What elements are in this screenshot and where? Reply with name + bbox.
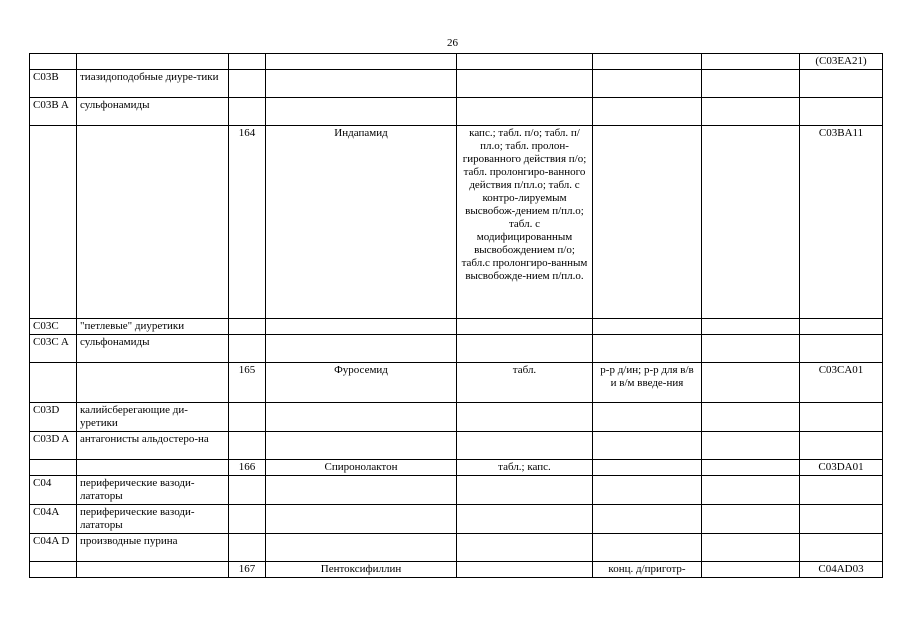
dosage-form-cell xyxy=(457,403,593,432)
code-cell: C03B xyxy=(30,70,77,98)
number-cell: 165 xyxy=(229,363,266,403)
page-number: 26 xyxy=(447,37,458,49)
number-cell xyxy=(229,476,266,505)
dosage-form-cell: табл. xyxy=(457,363,593,403)
atc-code-cell xyxy=(800,505,883,534)
dosage-form-cell-2 xyxy=(593,54,702,70)
atc-code-cell xyxy=(800,476,883,505)
dosage-form-cell-2 xyxy=(593,126,702,319)
dosage-form-cell-2 xyxy=(593,476,702,505)
group-cell: "петлевые" диуретики xyxy=(77,319,229,335)
table-row xyxy=(30,432,883,460)
group-cell xyxy=(77,460,229,476)
dosage-form-cell xyxy=(457,505,593,534)
table-row xyxy=(30,403,883,432)
atc-code-cell xyxy=(800,98,883,126)
extra-cell xyxy=(702,403,800,432)
dosage-form-cell xyxy=(457,476,593,505)
number-cell xyxy=(229,54,266,70)
code-cell: C03C xyxy=(30,319,77,335)
number-cell: 167 xyxy=(229,562,266,578)
number-cell xyxy=(229,534,266,562)
code-cell: C04 xyxy=(30,476,77,505)
dosage-form-cell-2 xyxy=(593,460,702,476)
drug-name-cell: Спиронолактон xyxy=(266,460,457,476)
dosage-form-cell xyxy=(457,319,593,335)
extra-cell xyxy=(702,432,800,460)
code-cell xyxy=(30,126,77,319)
dosage-form-cell xyxy=(457,98,593,126)
dosage-form-cell-2 xyxy=(593,70,702,98)
atc-code-cell: (C03EA21) xyxy=(800,54,883,70)
number-cell xyxy=(229,70,266,98)
group-cell: сульфонамиды xyxy=(77,98,229,126)
atc-code-cell xyxy=(800,403,883,432)
group-cell: периферические вазоди-лататоры xyxy=(77,476,229,505)
drug-name-cell: Фуросемид xyxy=(266,363,457,403)
drug-name-cell xyxy=(266,335,457,363)
dosage-form-cell-2 xyxy=(593,98,702,126)
table-row xyxy=(30,476,883,505)
number-cell xyxy=(229,319,266,335)
drug-name-cell xyxy=(266,98,457,126)
drug-name-cell xyxy=(266,534,457,562)
number-cell: 164 xyxy=(229,126,266,319)
drug-name-cell xyxy=(266,319,457,335)
group-cell: сульфонамиды xyxy=(77,335,229,363)
code-cell: C04A xyxy=(30,505,77,534)
number-cell xyxy=(229,505,266,534)
extra-cell xyxy=(702,54,800,70)
table-row xyxy=(30,562,883,578)
atc-code-cell: C03BA11 xyxy=(800,126,883,319)
drug-name-cell xyxy=(266,476,457,505)
group-cell xyxy=(77,363,229,403)
drug-name-cell xyxy=(266,70,457,98)
extra-cell xyxy=(702,562,800,578)
dosage-form-cell-2: конц. д/приготр- xyxy=(593,562,702,578)
drug-name-cell: Индапамид xyxy=(266,126,457,319)
atc-code-cell: C03DA01 xyxy=(800,460,883,476)
number-cell xyxy=(229,432,266,460)
table-row xyxy=(30,335,883,363)
atc-code-cell xyxy=(800,70,883,98)
extra-cell xyxy=(702,335,800,363)
dosage-form-cell: табл.; капс. xyxy=(457,460,593,476)
atc-code-cell: C04AD03 xyxy=(800,562,883,578)
dosage-form-cell xyxy=(457,54,593,70)
drug-name-cell xyxy=(266,432,457,460)
extra-cell xyxy=(702,476,800,505)
drug-name-cell xyxy=(266,403,457,432)
atc-code-cell xyxy=(800,335,883,363)
code-cell: C03C A xyxy=(30,335,77,363)
dosage-form-cell-2 xyxy=(593,432,702,460)
atc-code-cell xyxy=(800,534,883,562)
drug-name-cell: Пентоксифиллин xyxy=(266,562,457,578)
code-cell xyxy=(30,54,77,70)
dosage-form-cell-2 xyxy=(593,534,702,562)
table-row xyxy=(30,70,883,98)
group-cell xyxy=(77,126,229,319)
code-cell xyxy=(30,460,77,476)
dosage-form-cell-2 xyxy=(593,403,702,432)
dosage-form-cell-2 xyxy=(593,319,702,335)
dosage-form-cell xyxy=(457,335,593,363)
code-cell: C03D xyxy=(30,403,77,432)
atc-code-cell: C03CA01 xyxy=(800,363,883,403)
dosage-form-cell: капс.; табл. п/о; табл. п/пл.о; табл. пролон-гированного действия п/о; табл. пролонгиро-ванного действия п/пл.о; табл. с контро-лируемым высвобож-дением п/пл.о; табл. с модифицированным высвобождением п/о; табл.с пролонгиро-ванным высвобожде-нием п/пл.о. xyxy=(457,126,593,319)
group-cell xyxy=(77,562,229,578)
table-row xyxy=(30,126,883,319)
drug-table xyxy=(29,53,883,578)
table-row xyxy=(30,363,883,403)
group-cell: тиазидоподобные диуре-тики xyxy=(77,70,229,98)
atc-code-cell xyxy=(800,432,883,460)
dosage-form-cell-2 xyxy=(593,505,702,534)
dosage-form-cell xyxy=(457,432,593,460)
extra-cell xyxy=(702,363,800,403)
group-cell: антагонисты альдостеро-на xyxy=(77,432,229,460)
extra-cell xyxy=(702,505,800,534)
table-row xyxy=(30,98,883,126)
group-cell xyxy=(77,54,229,70)
dosage-form-cell xyxy=(457,562,593,578)
table-row xyxy=(30,460,883,476)
number-cell: 166 xyxy=(229,460,266,476)
drug-name-cell xyxy=(266,54,457,70)
table-row xyxy=(30,534,883,562)
code-cell: C03B A xyxy=(30,98,77,126)
extra-cell xyxy=(702,70,800,98)
drug-name-cell xyxy=(266,505,457,534)
code-cell xyxy=(30,562,77,578)
code-cell: C03D A xyxy=(30,432,77,460)
group-cell: производные пурина xyxy=(77,534,229,562)
atc-code-cell xyxy=(800,319,883,335)
extra-cell xyxy=(702,460,800,476)
number-cell xyxy=(229,403,266,432)
table-row xyxy=(30,54,883,70)
number-cell xyxy=(229,98,266,126)
code-cell: C04A D xyxy=(30,534,77,562)
dosage-form-cell-2: р-р д/ин; р-р для в/в и в/м введе-ния xyxy=(593,363,702,403)
group-cell: периферические вазоди-лататоры xyxy=(77,505,229,534)
extra-cell xyxy=(702,319,800,335)
dosage-form-cell xyxy=(457,534,593,562)
number-cell xyxy=(229,335,266,363)
table-row xyxy=(30,505,883,534)
table-row xyxy=(30,319,883,335)
dosage-form-cell-2 xyxy=(593,335,702,363)
extra-cell xyxy=(702,98,800,126)
extra-cell xyxy=(702,126,800,319)
group-cell: калийсберегающие ди-уретики xyxy=(77,403,229,432)
code-cell xyxy=(30,363,77,403)
dosage-form-cell xyxy=(457,70,593,98)
extra-cell xyxy=(702,534,800,562)
